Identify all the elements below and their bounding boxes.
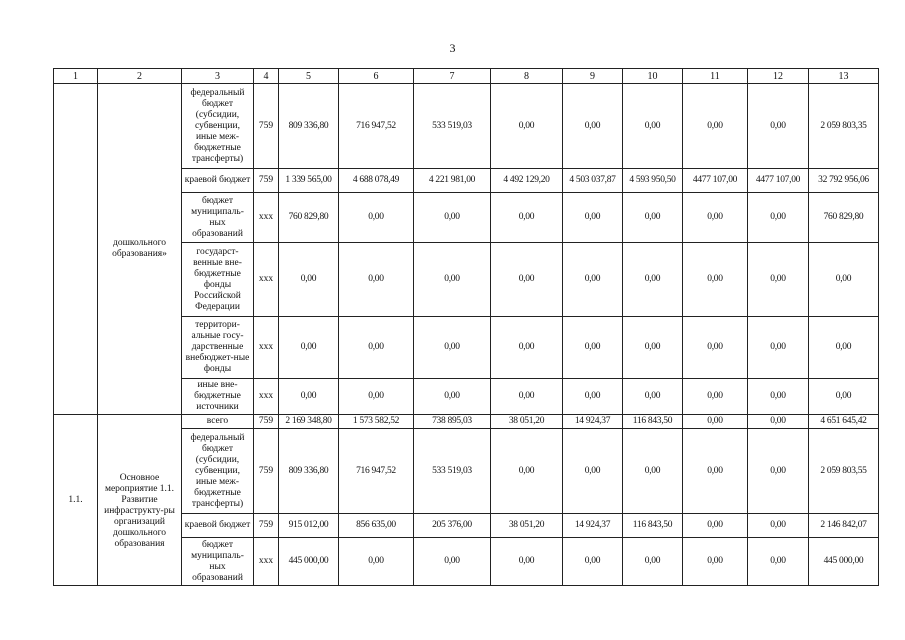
col-header: 11 [683,69,748,84]
funding-source: бюджет муниципаль-ных образований [182,538,254,586]
value-cell: 0,00 [623,193,683,243]
col-header: 4 [254,69,279,84]
value-cell: 0,00 [491,379,563,415]
value-cell: 1 339 565,00 [279,169,339,193]
value-cell: 205 376,00 [414,514,491,538]
funding-source: бюджет муниципаль-ных образований [182,193,254,243]
value-cell: 0,00 [563,317,623,379]
value-cell: 0,00 [563,538,623,586]
value-cell: 32 792 956,06 [809,169,879,193]
value-cell: 0,00 [683,193,748,243]
funding-source: краевой бюджет [182,169,254,193]
value-cell: 0,00 [623,429,683,514]
value-cell: 116 843,50 [623,514,683,538]
value-cell: 0,00 [683,538,748,586]
value-cell: 0,00 [563,84,623,169]
code-cell: 759 [254,514,279,538]
value-cell: 0,00 [748,514,809,538]
col-header: 3 [182,69,254,84]
value-cell: 0,00 [491,193,563,243]
code-cell: ххх [254,317,279,379]
value-cell: 856 635,00 [339,514,414,538]
value-cell: 2 146 842,07 [809,514,879,538]
value-cell: 0,00 [683,379,748,415]
value-cell: 0,00 [279,243,339,317]
value-cell: 0,00 [748,193,809,243]
value-cell: 4 651 645,42 [809,415,879,429]
value-cell: 2 169 348,80 [279,415,339,429]
funding-source: краевой бюджет [182,514,254,538]
value-cell: 0,00 [809,379,879,415]
value-cell: 0,00 [683,243,748,317]
value-cell: 445 000,00 [279,538,339,586]
value-cell: 14 924,37 [563,415,623,429]
code-cell: ххх [254,193,279,243]
value-cell: 0,00 [683,84,748,169]
value-cell: 0,00 [491,317,563,379]
value-cell: 0,00 [279,379,339,415]
col-header: 13 [809,69,879,84]
value-cell: 0,00 [339,243,414,317]
value-cell: 0,00 [748,243,809,317]
value-cell: 14 924,37 [563,514,623,538]
value-cell: 0,00 [414,243,491,317]
funding-source: федеральный бюджет (субсидии, субвенции, иные меж-бюджетные трансферты) [182,84,254,169]
col-header: 10 [623,69,683,84]
row-number-cell [54,84,98,415]
value-cell: 0,00 [748,429,809,514]
code-cell: ххх [254,243,279,317]
value-cell: 809 336,80 [279,84,339,169]
value-cell: 0,00 [623,538,683,586]
value-cell: 1 573 582,52 [339,415,414,429]
value-cell: 0,00 [748,538,809,586]
value-cell: 0,00 [279,317,339,379]
value-cell: 0,00 [491,243,563,317]
funding-source: федеральный бюджет (субсидии, субвенции, иные меж-бюджетные трансферты) [182,429,254,514]
value-cell: 0,00 [339,193,414,243]
activity-name: дошкольного образования» [98,84,182,415]
code-cell: ххх [254,379,279,415]
budget-table [53,68,879,586]
code-cell: ххх [254,538,279,586]
page-number: 3 [449,41,456,55]
value-cell: 0,00 [339,317,414,379]
value-cell: 0,00 [339,538,414,586]
col-header: 8 [491,69,563,84]
value-cell: 445 000,00 [809,538,879,586]
value-cell: 0,00 [414,317,491,379]
value-cell: 0,00 [563,243,623,317]
value-cell: 0,00 [623,243,683,317]
value-cell: 716 947,52 [339,84,414,169]
value-cell: 0,00 [491,84,563,169]
col-header: 2 [98,69,182,84]
col-header: 1 [54,69,98,84]
value-cell: 4 688 078,49 [339,169,414,193]
value-cell: 0,00 [414,193,491,243]
code-cell: 759 [254,169,279,193]
value-cell: 0,00 [339,379,414,415]
funding-source: территори-альные госу-дарственные внебюджет-ные фонды [182,317,254,379]
value-cell: 4477 107,00 [683,169,748,193]
value-cell: 0,00 [623,379,683,415]
value-cell: 738 895,03 [414,415,491,429]
value-cell: 0,00 [748,415,809,429]
value-cell: 2 059 803,55 [809,429,879,514]
value-cell: 0,00 [683,317,748,379]
value-cell: 0,00 [683,415,748,429]
value-cell: 533 519,03 [414,429,491,514]
value-cell: 38 051,20 [491,415,563,429]
col-header: 6 [339,69,414,84]
value-cell: 809 336,80 [279,429,339,514]
value-cell: 0,00 [563,379,623,415]
value-cell: 0,00 [748,379,809,415]
value-cell: 0,00 [623,84,683,169]
col-header: 12 [748,69,809,84]
activity-name: Основное мероприятие 1.1. Развитие инфраструкту-ры организаций дошкольного образования [104,472,175,549]
header-row [54,69,879,84]
value-cell: 38 051,20 [491,514,563,538]
value-cell: 0,00 [414,379,491,415]
col-header: 9 [563,69,623,84]
value-cell: 0,00 [563,193,623,243]
value-cell: 116 843,50 [623,415,683,429]
value-cell: 2 059 803,35 [809,84,879,169]
value-cell: 533 519,03 [414,84,491,169]
value-cell: 4 593 950,50 [623,169,683,193]
value-cell: 4 492 129,20 [491,169,563,193]
value-cell: 760 829,80 [809,193,879,243]
value-cell: 0,00 [683,514,748,538]
value-cell: 0,00 [748,317,809,379]
value-cell: 4 503 037,87 [563,169,623,193]
value-cell: 0,00 [683,429,748,514]
value-cell: 4477 107,00 [748,169,809,193]
funding-source: иные вне-бюджетные источники [182,379,254,415]
value-cell: 0,00 [623,317,683,379]
value-cell: 0,00 [491,538,563,586]
code-cell: 759 [254,84,279,169]
table-row [54,84,879,169]
col-header: 5 [279,69,339,84]
value-cell: 716 947,52 [339,429,414,514]
value-cell: 0,00 [491,429,563,514]
value-cell: 915 012,00 [279,514,339,538]
funding-source: всего [182,415,254,429]
code-cell: 759 [254,415,279,429]
value-cell: 4 221 981,00 [414,169,491,193]
code-cell: 759 [254,429,279,514]
row-number: 1.1. [54,415,98,586]
value-cell: 0,00 [414,538,491,586]
value-cell: 760 829,80 [279,193,339,243]
value-cell: 0,00 [809,243,879,317]
funding-source: государст-венные вне-бюджетные фонды Российской Федерации [182,243,254,317]
col-header: 7 [414,69,491,84]
activity-name-cell [98,415,182,586]
value-cell: 0,00 [809,317,879,379]
value-cell: 0,00 [748,84,809,169]
table-row [54,415,879,429]
value-cell: 0,00 [563,429,623,514]
